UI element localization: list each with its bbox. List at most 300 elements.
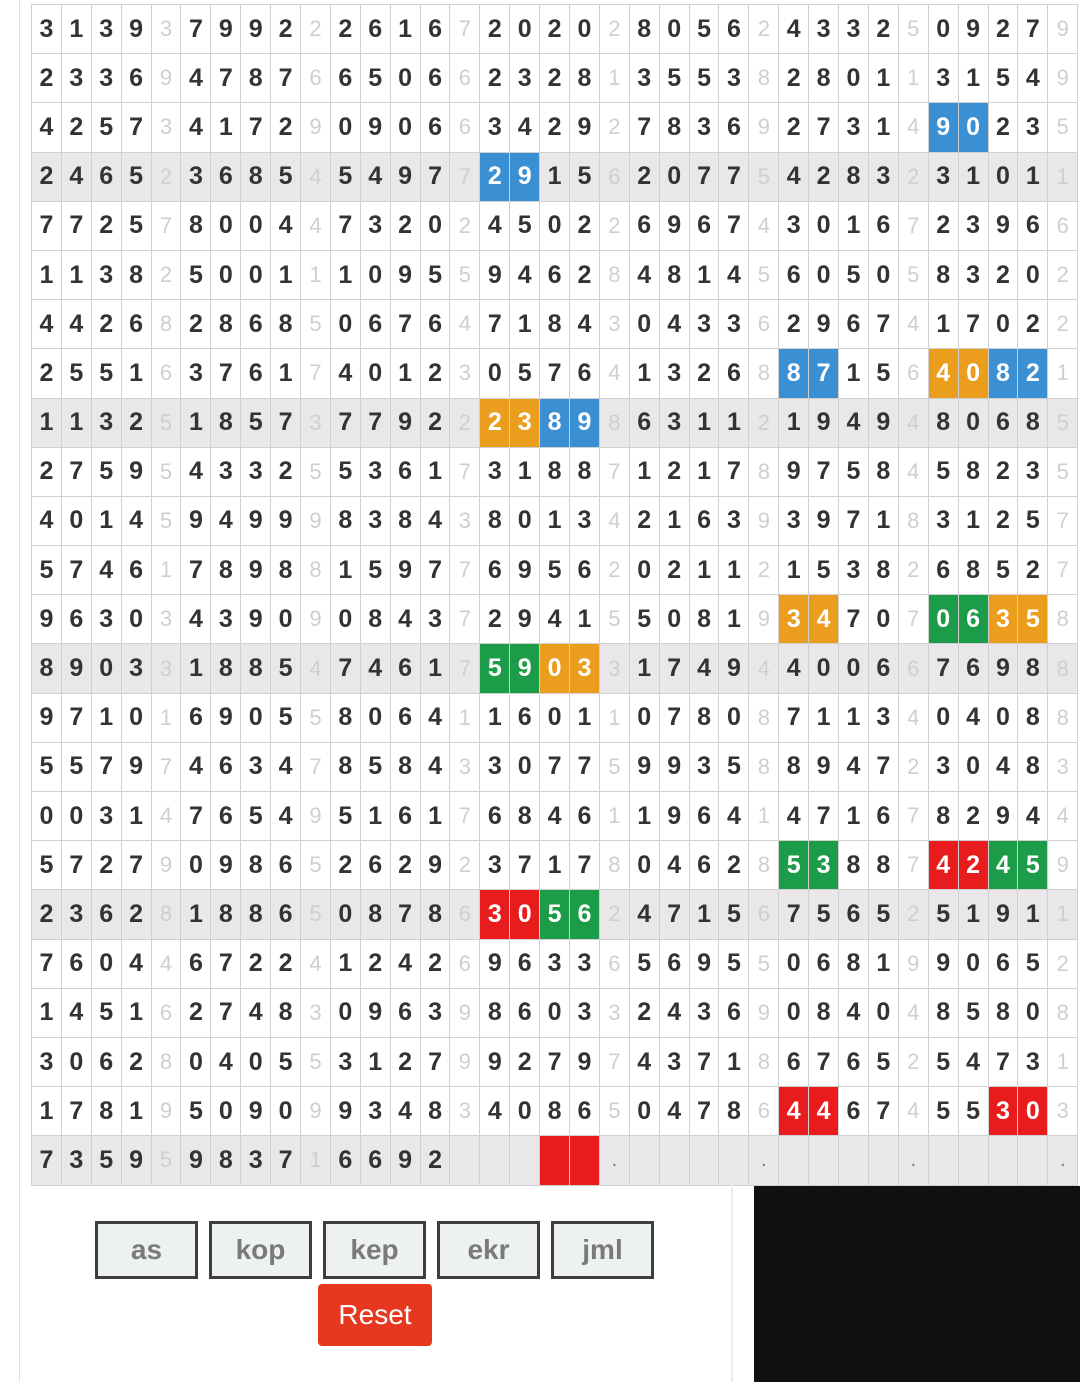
digit-cell: 7 xyxy=(839,497,869,546)
separator-digit-cell: 8 xyxy=(152,1038,182,1087)
digit-cell: 9 xyxy=(421,841,451,890)
digit-cell: 3 xyxy=(690,103,720,152)
separator-digit-cell: 7 xyxy=(600,448,630,497)
digit-cell: 0 xyxy=(421,202,451,251)
separator-digit-cell: 2 xyxy=(1048,251,1078,300)
digit-cell: 2 xyxy=(570,202,600,251)
separator-digit-cell: 1 xyxy=(450,694,480,743)
digit-cell: 3 xyxy=(331,1038,361,1087)
digit-cell: 2 xyxy=(480,5,510,54)
digit-cell: 5 xyxy=(32,743,62,792)
digit-cell: 7 xyxy=(809,792,839,841)
separator-digit-cell: 4 xyxy=(899,399,929,448)
separator-digit-cell: 3 xyxy=(450,1087,480,1136)
digit-cell: 8 xyxy=(211,300,241,349)
digit-cell: 1 xyxy=(62,399,92,448)
digit-cell: 1 xyxy=(92,497,122,546)
digit-cell: 1 xyxy=(869,54,899,103)
separator-digit-cell: 5 xyxy=(600,595,630,644)
digit-cell: 7 xyxy=(211,989,241,1038)
kep-button[interactable]: kep xyxy=(323,1221,426,1279)
separator-digit-cell: 4 xyxy=(749,202,779,251)
digit-cell: 0 xyxy=(361,694,391,743)
digit-cell: 8 xyxy=(211,644,241,693)
separator-digit-cell: 6 xyxy=(450,103,480,152)
as-button[interactable]: as xyxy=(95,1221,198,1279)
separator-digit-cell: 9 xyxy=(301,792,331,841)
separator-digit-cell: 8 xyxy=(749,349,779,398)
separator-digit-cell: 1 xyxy=(152,694,182,743)
digit-cell: 6 xyxy=(869,792,899,841)
highlighted-green-cell: 6 xyxy=(959,595,989,644)
digit-cell: 5 xyxy=(62,743,92,792)
digit-cell: 6 xyxy=(510,940,540,989)
separator-digit-cell: 3 xyxy=(600,989,630,1038)
highlighted-green-cell: 5 xyxy=(540,890,570,939)
digit-cell: 8 xyxy=(929,792,959,841)
digit-cell: 1 xyxy=(690,251,720,300)
digit-cell: 8 xyxy=(690,694,720,743)
jml-button[interactable]: jml xyxy=(551,1221,654,1279)
separator-digit-cell: 6 xyxy=(749,890,779,939)
digit-cell: 6 xyxy=(211,743,241,792)
separator-digit-cell: 8 xyxy=(899,497,929,546)
digit-cell: 2 xyxy=(540,5,570,54)
digit-cell: 4 xyxy=(779,153,809,202)
digit-cell: 3 xyxy=(660,1038,690,1087)
separator-digit-cell: 8 xyxy=(749,1038,779,1087)
digit-cell: 4 xyxy=(32,300,62,349)
digit-cell: 3 xyxy=(690,743,720,792)
digit-cell: 9 xyxy=(241,497,271,546)
separator-digit-cell: 4 xyxy=(301,153,331,202)
digit-cell: 3 xyxy=(719,300,749,349)
digit-cell: 3 xyxy=(1018,103,1048,152)
digit-cell: 7 xyxy=(989,1038,1019,1087)
highlighted-blue-cell: 2 xyxy=(480,153,510,202)
digit-cell: 0 xyxy=(989,300,1019,349)
digit-cell: 2 xyxy=(540,103,570,152)
separator-digit-cell: 9 xyxy=(152,1087,182,1136)
digit-cell: 6 xyxy=(211,792,241,841)
digit-cell: 8 xyxy=(839,940,869,989)
digit-cell: 8 xyxy=(32,644,62,693)
digit-cell: 1 xyxy=(540,841,570,890)
digit-cell: 1 xyxy=(122,1087,152,1136)
digit-cell: 0 xyxy=(1018,251,1048,300)
digit-cell: 7 xyxy=(241,103,271,152)
digit-cell: 9 xyxy=(271,497,301,546)
digit-cell: 0 xyxy=(989,694,1019,743)
highlighted-blue-cell: 7 xyxy=(809,349,839,398)
digit-cell: 6 xyxy=(570,792,600,841)
digit-cell: 5 xyxy=(32,841,62,890)
highlighted-orange-cell: 4 xyxy=(809,595,839,644)
separator-digit-cell: 5 xyxy=(600,743,630,792)
digit-cell: 7 xyxy=(391,890,421,939)
digit-cell: 2 xyxy=(271,448,301,497)
highlighted-red-cell: 2 xyxy=(959,841,989,890)
digit-cell: 4 xyxy=(839,399,869,448)
digit-cell: 7 xyxy=(181,546,211,595)
digit-cell: 9 xyxy=(211,841,241,890)
digit-cell: 0 xyxy=(809,202,839,251)
kop-button[interactable]: kop xyxy=(209,1221,312,1279)
digit-cell: 0 xyxy=(1018,989,1048,1038)
separator-digit-cell: 8 xyxy=(152,300,182,349)
digit-cell: 6 xyxy=(331,54,361,103)
dot-cell: . xyxy=(600,1136,630,1185)
digit-cell: 8 xyxy=(271,300,301,349)
digit-cell: 1 xyxy=(839,202,869,251)
digit-cell: 6 xyxy=(62,940,92,989)
digit-cell: 3 xyxy=(62,1136,92,1185)
digit-cell: 0 xyxy=(510,497,540,546)
separator-digit-cell: 1 xyxy=(1048,349,1078,398)
digit-cell: 6 xyxy=(92,153,122,202)
digit-cell: 0 xyxy=(361,251,391,300)
digit-cell: 5 xyxy=(929,1087,959,1136)
separator-digit-cell: 7 xyxy=(152,202,182,251)
digit-cell: 7 xyxy=(62,1087,92,1136)
separator-digit-cell: 9 xyxy=(450,1038,480,1087)
digit-cell: 0 xyxy=(630,694,660,743)
digit-cell: 9 xyxy=(989,792,1019,841)
separator-digit-cell: 4 xyxy=(899,1087,929,1136)
digit-cell: 3 xyxy=(959,251,989,300)
separator-digit-cell: 4 xyxy=(450,300,480,349)
digit-cell: 0 xyxy=(809,251,839,300)
digit-cell: 1 xyxy=(869,940,899,989)
digit-cell: 7 xyxy=(181,792,211,841)
digit-cell: 4 xyxy=(181,743,211,792)
digit-cell: 6 xyxy=(690,202,720,251)
digit-cell: 6 xyxy=(630,399,660,448)
digit-cell: 0 xyxy=(540,989,570,1038)
digit-cell: 1 xyxy=(959,54,989,103)
digit-cell: 8 xyxy=(869,841,899,890)
separator-digit-cell: 8 xyxy=(600,841,630,890)
highlighted-orange-cell: 4 xyxy=(929,349,959,398)
digit-cell: 5 xyxy=(421,251,451,300)
digit-cell: 0 xyxy=(331,103,361,152)
digit-cell: 8 xyxy=(271,546,301,595)
digit-cell: 0 xyxy=(331,989,361,1038)
separator-digit-cell: 5 xyxy=(152,1136,182,1185)
separator-digit-cell: 4 xyxy=(152,792,182,841)
ekr-button[interactable]: ekr xyxy=(437,1221,540,1279)
digit-cell: 6 xyxy=(181,694,211,743)
digit-cell: 7 xyxy=(122,103,152,152)
digit-cell: 6 xyxy=(719,5,749,54)
separator-digit-cell: 8 xyxy=(749,54,779,103)
digit-cell: 6 xyxy=(361,841,391,890)
digit-cell: 3 xyxy=(92,399,122,448)
digit-cell: 5 xyxy=(869,349,899,398)
digit-cell: 7 xyxy=(32,1136,62,1185)
reset-button[interactable]: Reset xyxy=(318,1284,432,1346)
digit-cell: 3 xyxy=(929,153,959,202)
digit-cell: 5 xyxy=(839,251,869,300)
separator-digit-cell: 2 xyxy=(749,546,779,595)
digit-cell: 4 xyxy=(660,1087,690,1136)
separator-digit-cell: 7 xyxy=(600,1038,630,1087)
highlighted-blue-cell: 0 xyxy=(959,103,989,152)
separator-digit-cell: 7 xyxy=(152,743,182,792)
digit-cell: 0 xyxy=(989,153,1019,202)
digit-cell: 3 xyxy=(570,940,600,989)
digit-cell: 0 xyxy=(839,54,869,103)
digit-cell: 2 xyxy=(989,5,1019,54)
separator-digit-cell: 7 xyxy=(1048,497,1078,546)
digit-cell: 3 xyxy=(92,792,122,841)
separator-digit-cell: 6 xyxy=(450,940,480,989)
digit-cell: 6 xyxy=(122,300,152,349)
digit-cell: 2 xyxy=(271,103,301,152)
digit-cell: 5 xyxy=(181,251,211,300)
digit-cell: 9 xyxy=(989,890,1019,939)
digit-cell: 2 xyxy=(421,399,451,448)
digit-cell: 3 xyxy=(660,399,690,448)
digit-cell: 8 xyxy=(989,989,1019,1038)
digit-cell: 1 xyxy=(331,940,361,989)
highlighted-blue-cell: 8 xyxy=(989,349,1019,398)
separator-digit-cell: 2 xyxy=(450,399,480,448)
digit-cell: 6 xyxy=(421,54,451,103)
digit-cell: 6 xyxy=(779,1038,809,1087)
digit-cell: 5 xyxy=(959,1087,989,1136)
digit-cell: 1 xyxy=(690,448,720,497)
digit-cell: 4 xyxy=(211,497,241,546)
empty-cell xyxy=(1018,1136,1048,1185)
digit-cell: 7 xyxy=(719,202,749,251)
digit-cell: 3 xyxy=(241,448,271,497)
digit-cell: 3 xyxy=(779,202,809,251)
digit-cell: 0 xyxy=(540,202,570,251)
separator-digit-cell: 2 xyxy=(152,153,182,202)
digit-cell: 3 xyxy=(570,989,600,1038)
digit-cell: 2 xyxy=(122,399,152,448)
digit-cell: 2 xyxy=(480,54,510,103)
digit-cell: 3 xyxy=(181,349,211,398)
digit-cell: 7 xyxy=(779,890,809,939)
dot-cell: . xyxy=(899,1136,929,1185)
digit-cell: 1 xyxy=(630,644,660,693)
separator-digit-cell: 1 xyxy=(600,54,630,103)
highlighted-orange-cell: 2 xyxy=(480,399,510,448)
digit-cell: 3 xyxy=(361,497,391,546)
separator-digit-cell: 2 xyxy=(749,399,779,448)
separator-digit-cell: 1 xyxy=(301,1136,331,1185)
digit-cell: 7 xyxy=(421,1038,451,1087)
digit-cell: 4 xyxy=(421,694,451,743)
digit-cell: 0 xyxy=(959,399,989,448)
digit-cell: 9 xyxy=(181,1136,211,1185)
highlighted-green-cell: 6 xyxy=(570,890,600,939)
digit-cell: 7 xyxy=(540,743,570,792)
digit-cell: 6 xyxy=(540,251,570,300)
digit-cell: 0 xyxy=(630,841,660,890)
separator-digit-cell: 9 xyxy=(749,497,779,546)
digit-cell: 0 xyxy=(391,103,421,152)
separator-digit-cell: 5 xyxy=(152,497,182,546)
digit-cell: 3 xyxy=(929,743,959,792)
highlighted-orange-cell: 3 xyxy=(510,399,540,448)
digit-cell: 2 xyxy=(181,989,211,1038)
digit-cell: 2 xyxy=(779,54,809,103)
digit-cell: 2 xyxy=(1018,546,1048,595)
digit-cell: 8 xyxy=(1018,399,1048,448)
digit-cell: 0 xyxy=(779,940,809,989)
separator-digit-cell: 8 xyxy=(1048,989,1078,1038)
empty-cell xyxy=(480,1136,510,1185)
highlighted-red-cell xyxy=(570,1136,600,1185)
digit-cell: 2 xyxy=(480,595,510,644)
digit-cell: 3 xyxy=(839,546,869,595)
digit-cell: 9 xyxy=(989,644,1019,693)
digit-cell: 3 xyxy=(92,5,122,54)
digit-cell: 4 xyxy=(361,153,391,202)
separator-digit-cell: 5 xyxy=(749,940,779,989)
digit-cell: 9 xyxy=(391,399,421,448)
digit-cell: 3 xyxy=(1018,1038,1048,1087)
digit-cell: 8 xyxy=(719,1087,749,1136)
digit-cell: 7 xyxy=(570,743,600,792)
empty-cell xyxy=(779,1136,809,1185)
digit-cell: 1 xyxy=(690,890,720,939)
digit-cell: 2 xyxy=(361,940,391,989)
digit-cell: 7 xyxy=(809,1038,839,1087)
digit-cell: 4 xyxy=(211,1038,241,1087)
digit-cell: 1 xyxy=(480,694,510,743)
digit-cell: 0 xyxy=(391,54,421,103)
digit-cell: 1 xyxy=(331,546,361,595)
separator-digit-cell: 5 xyxy=(301,1038,331,1087)
digit-cell: 4 xyxy=(959,1038,989,1087)
digit-cell: 1 xyxy=(719,399,749,448)
digit-cell: 6 xyxy=(391,644,421,693)
digit-cell: 0 xyxy=(660,5,690,54)
digit-cell: 4 xyxy=(510,251,540,300)
digit-cell: 9 xyxy=(809,300,839,349)
digit-cell: 3 xyxy=(480,448,510,497)
digit-cell: 6 xyxy=(989,399,1019,448)
separator-digit-cell: 1 xyxy=(1048,890,1078,939)
digit-cell: 5 xyxy=(331,448,361,497)
digit-cell: 4 xyxy=(271,743,301,792)
digit-cell: 1 xyxy=(839,694,869,743)
digit-cell: 8 xyxy=(809,989,839,1038)
empty-cell xyxy=(450,1136,480,1185)
digit-cell: 7 xyxy=(122,841,152,890)
digit-cell: 5 xyxy=(630,595,660,644)
separator-digit-cell: 8 xyxy=(749,694,779,743)
digit-cell: 4 xyxy=(62,989,92,1038)
digit-cell: 1 xyxy=(122,349,152,398)
digit-cell: 6 xyxy=(271,841,301,890)
digit-cell: 7 xyxy=(779,694,809,743)
digit-cell: 0 xyxy=(959,940,989,989)
digit-cell: 0 xyxy=(361,349,391,398)
digit-cell: 6 xyxy=(869,202,899,251)
highlighted-red-cell: 3 xyxy=(480,890,510,939)
digit-cell: 5 xyxy=(540,546,570,595)
digit-cell: 2 xyxy=(989,448,1019,497)
digit-cell: 5 xyxy=(690,5,720,54)
digit-cell: 0 xyxy=(869,989,899,1038)
digit-cell: 5 xyxy=(32,546,62,595)
digit-cell: 9 xyxy=(211,694,241,743)
digit-cell: 6 xyxy=(779,251,809,300)
digit-cell: 6 xyxy=(510,694,540,743)
digit-cell: 1 xyxy=(122,792,152,841)
digit-cell: 2 xyxy=(660,546,690,595)
digit-cell: 5 xyxy=(92,989,122,1038)
highlighted-blue-cell: 9 xyxy=(570,399,600,448)
digit-cell: 6 xyxy=(630,202,660,251)
digit-cell: 0 xyxy=(719,694,749,743)
digit-cell: 0 xyxy=(241,1038,271,1087)
digit-cell: 8 xyxy=(1018,644,1048,693)
digit-cell: 1 xyxy=(540,497,570,546)
digit-cell: 3 xyxy=(929,54,959,103)
digit-cell: 5 xyxy=(361,743,391,792)
separator-digit-cell: 6 xyxy=(1048,202,1078,251)
digit-cell: 1 xyxy=(181,890,211,939)
digit-cell: 5 xyxy=(869,890,899,939)
digit-cell: 0 xyxy=(181,1038,211,1087)
digit-cell: 3 xyxy=(690,300,720,349)
highlighted-blue-cell: 9 xyxy=(510,153,540,202)
digit-cell: 7 xyxy=(480,300,510,349)
digit-cell: 2 xyxy=(32,349,62,398)
digit-cell: 0 xyxy=(122,694,152,743)
digit-cell: 2 xyxy=(989,103,1019,152)
separator-digit-cell: 8 xyxy=(600,251,630,300)
digit-cell: 8 xyxy=(241,841,271,890)
digit-cell: 5 xyxy=(719,743,749,792)
digit-cell: 2 xyxy=(719,841,749,890)
digit-cell: 3 xyxy=(241,743,271,792)
digit-cell: 9 xyxy=(480,251,510,300)
separator-digit-cell: 6 xyxy=(152,989,182,1038)
digit-cell: 6 xyxy=(719,349,749,398)
digit-cell: 4 xyxy=(540,595,570,644)
digit-cell: 8 xyxy=(211,546,241,595)
digit-cell: 1 xyxy=(361,792,391,841)
digit-cell: 2 xyxy=(122,890,152,939)
separator-digit-cell: 7 xyxy=(899,595,929,644)
digit-cell: 5 xyxy=(271,694,301,743)
digit-cell: 1 xyxy=(122,989,152,1038)
digit-cell: 8 xyxy=(929,251,959,300)
highlighted-red-cell: 4 xyxy=(809,1087,839,1136)
digit-cell: 4 xyxy=(32,103,62,152)
dot-cell: . xyxy=(1048,1136,1078,1185)
digit-cell: 4 xyxy=(421,497,451,546)
separator-digit-cell: 1 xyxy=(1048,153,1078,202)
digit-cell: 7 xyxy=(211,54,241,103)
digit-cell: 7 xyxy=(869,1087,899,1136)
empty-cell xyxy=(929,1136,959,1185)
digit-cell: 4 xyxy=(690,644,720,693)
digit-cell: 3 xyxy=(869,153,899,202)
digit-cell: 0 xyxy=(570,5,600,54)
separator-digit-cell: 8 xyxy=(1048,644,1078,693)
digit-cell: 9 xyxy=(719,644,749,693)
separator-digit-cell: 1 xyxy=(600,792,630,841)
digit-cell: 1 xyxy=(32,1087,62,1136)
